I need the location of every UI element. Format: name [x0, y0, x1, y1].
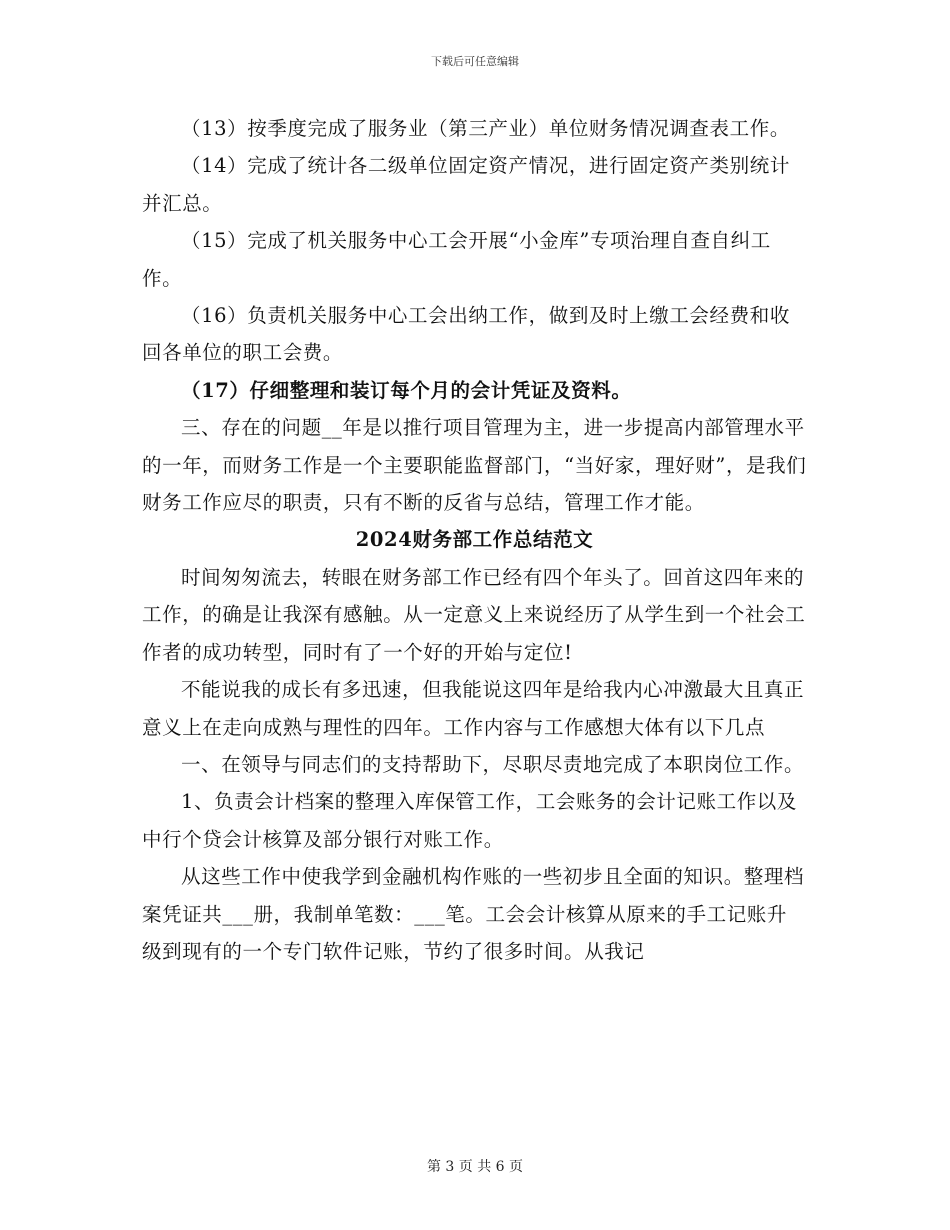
paragraph-item-17: （17）仔细整理和装订每个月的会计凭证及资料。	[181, 378, 632, 402]
paragraph-growth: 不能说我的成长有多迅速，但我能说这四年是给我内心冲激最大且真正意义上在走向成熟与理性的四年。工作内容与工作感想大体有以下几点	[142, 678, 805, 739]
paragraph-intro: 时间匆匆流去，转眼在财务部工作已经有四个年头了。回首这四年来的工作，的确是让我深有感触。从一定意义上来说经历了从学生到一个社会工作者的成功转型，同时有了一个好的开始与定位!	[142, 565, 806, 664]
paragraph-item-15: （15）完成了机关服务中心工会开展“小金库”专项治理自查自纠工作。	[142, 229, 771, 290]
section-title: 2024财务部工作总结范文	[355, 528, 594, 552]
paragraph-item-13: （13）按季度完成了服务业（第三产业）单位财务情况调查表工作。	[181, 117, 790, 140]
page-header: 下载后可任意编辑	[431, 55, 519, 68]
paragraph-item-16: （16）负责机关服务中心工会出纳工作，做到及时上缴工会经费和收回各单位的职工会费。	[142, 304, 790, 365]
paragraph-duty-one: 1、负责会计档案的整理入库保管工作，工会账务的会计记账工作以及中行个贷会计核算及部分银行对账工作。	[142, 790, 798, 851]
document-body	[142, 110, 807, 970]
paragraph-item-14: （14）完成了统计各二级单位固定资产情况，进行固定资产类别统计并汇总。	[142, 154, 790, 215]
paragraph-problems: 三、存在的问题__年是以推行项目管理为主，进一步提高内部管理水平的一年，而财务工作是一个主要职能监督部门，“当好家，理好财”，是我们财务工作应尽的职责，只有不断的反省与总结，管理工作才能。	[142, 416, 807, 515]
page-number: 第 3 页 共 6 页	[426, 1159, 524, 1175]
paragraph-section-one: 一、在领导与同志们的支持帮助下，尽职尽责地完成了本职岗位工作。	[181, 752, 805, 776]
paragraph-learning: 从这些工作中使我学到金融机构作账的一些初步且全面的知识。整理档案凭证共___册，我制单笔数：___笔。工会会计核算从原来的手工记账升级到现有的一个专门软件记账，节约了很多时间。从我记	[142, 865, 805, 963]
